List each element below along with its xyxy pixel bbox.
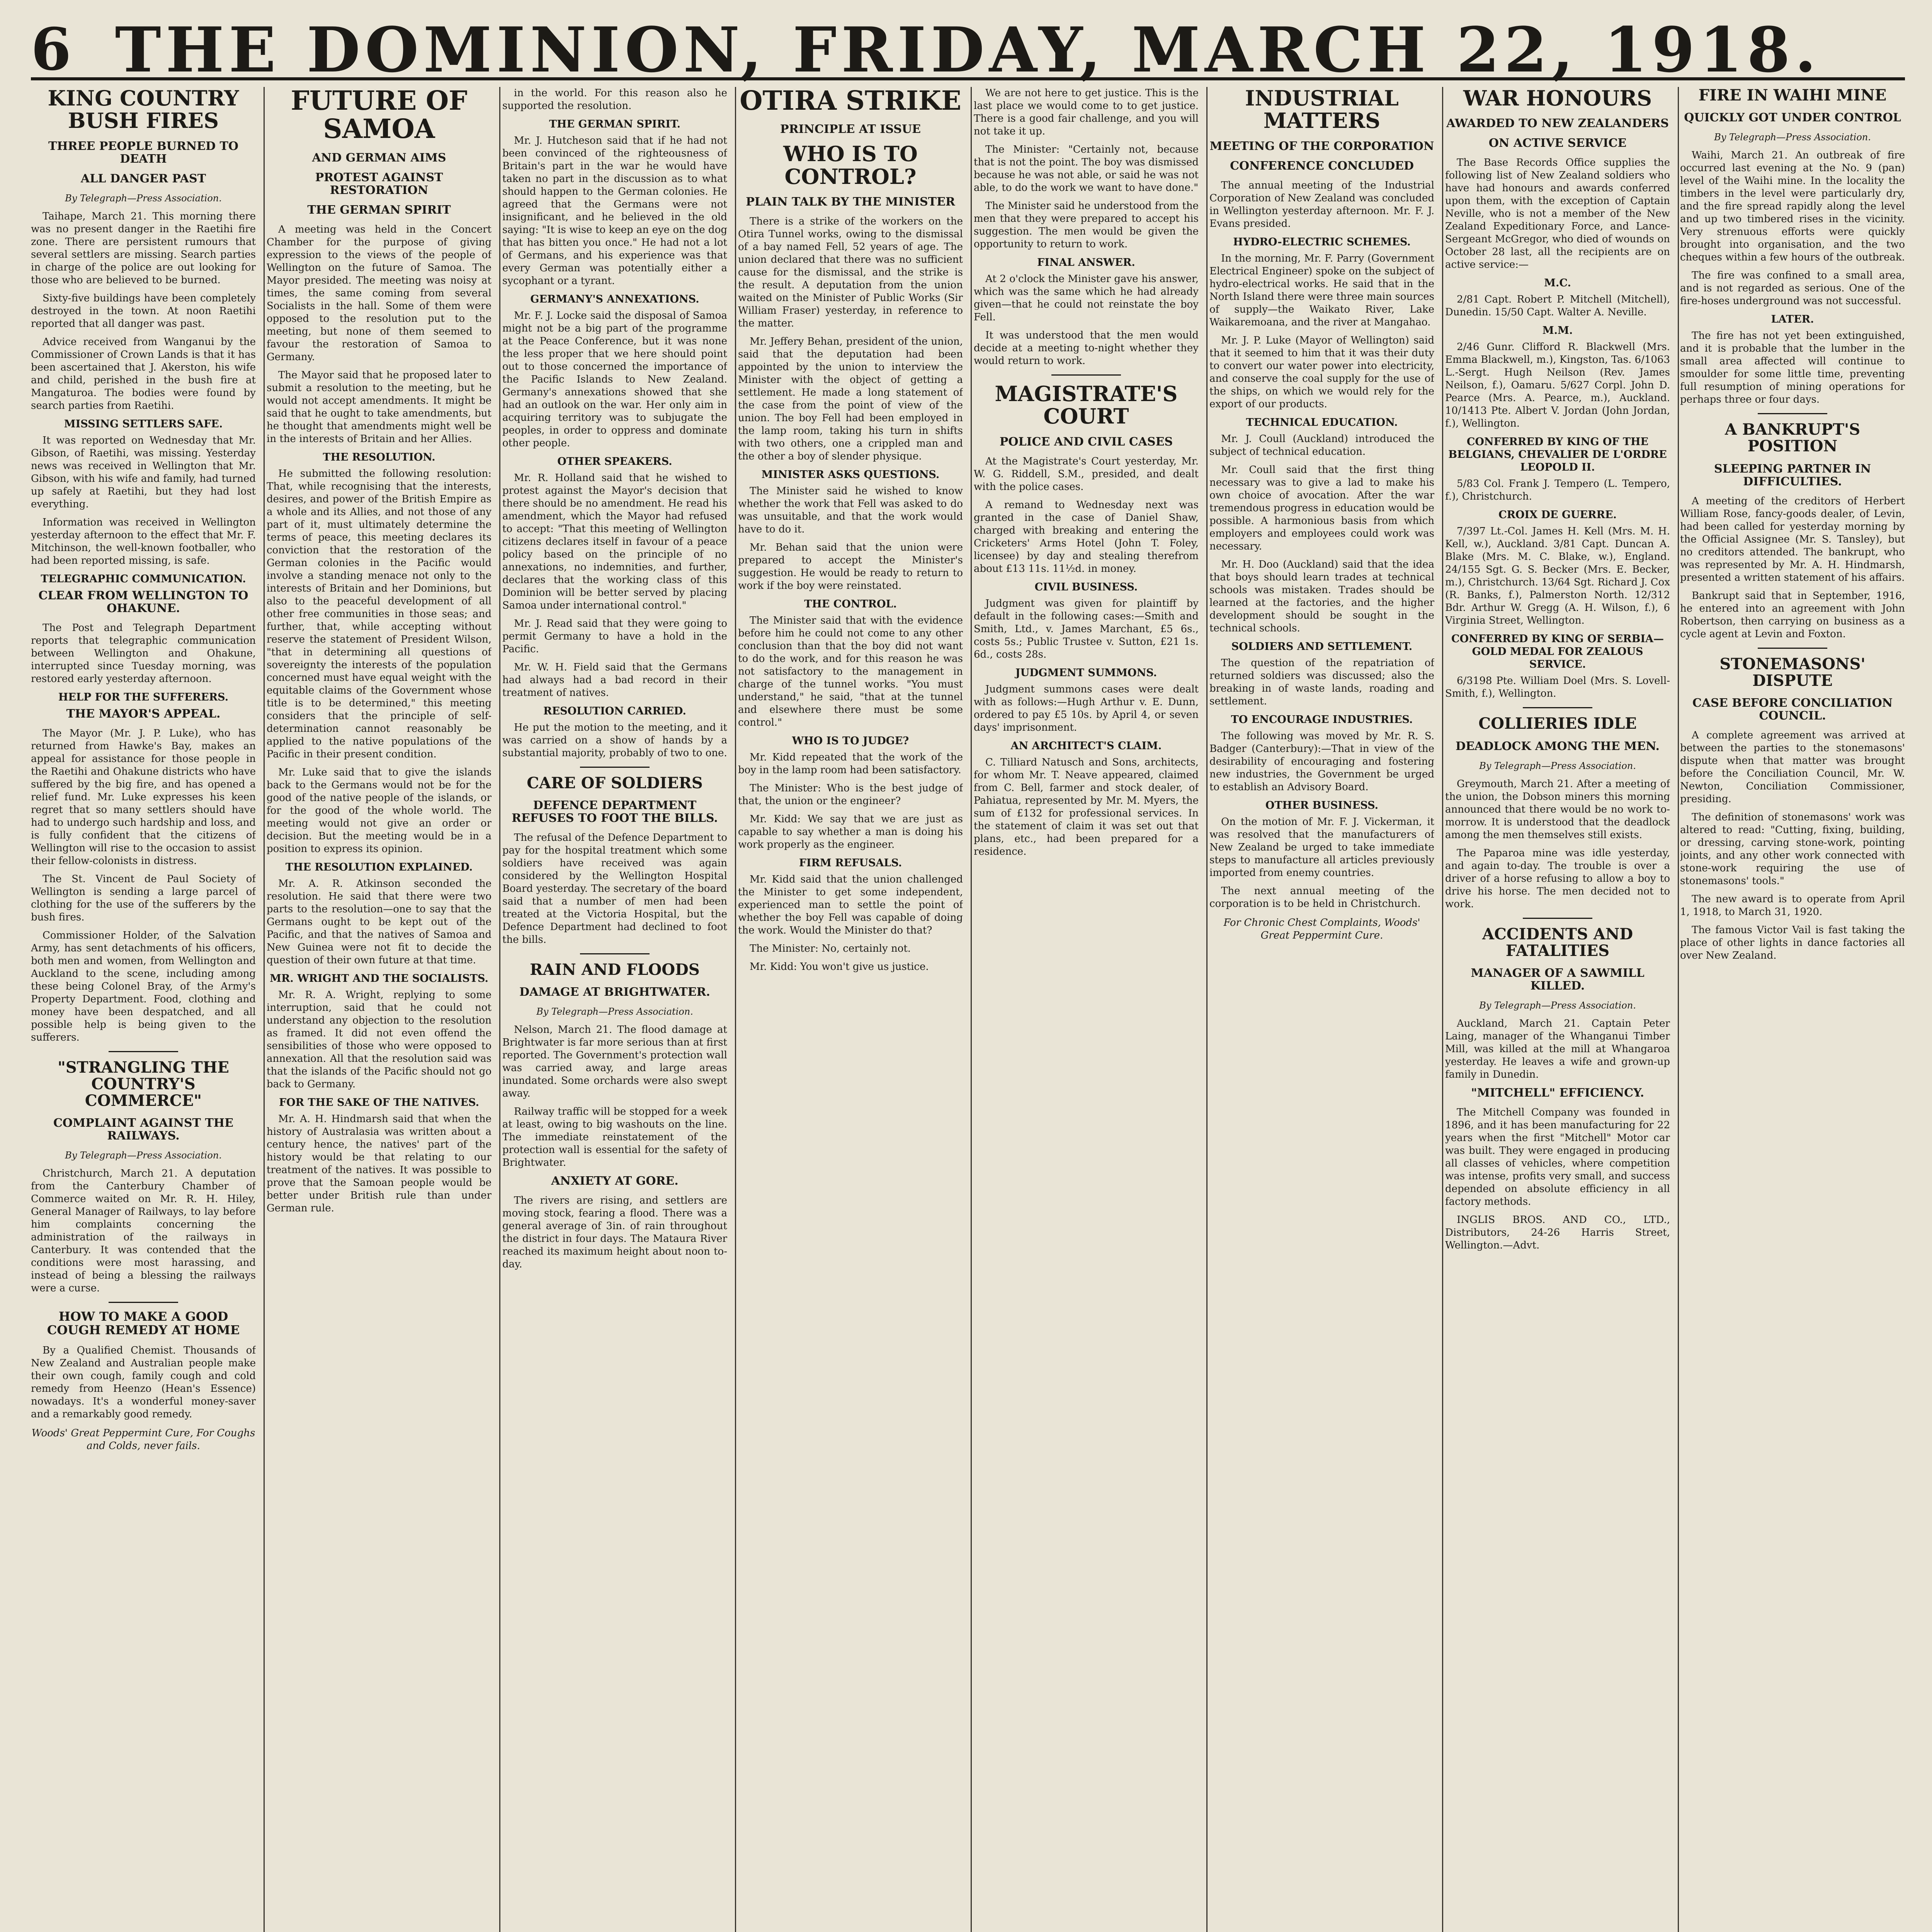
advertisement: For Chronic Chest Complaints, Woods' Great Peppermint Cure. [1223, 917, 1420, 941]
paragraph: The following was moved by Mr. R. S. Badger (Canterbury):—That in view of the desirability of encouraging and fostering new industries, the Government be urged to establish an Advisory Board. [1209, 730, 1434, 793]
column-rule [971, 87, 972, 1932]
byline: By Telegraph—Press Association. [1714, 132, 1871, 143]
subhead: POLICE AND CIVIL CASES [999, 435, 1173, 449]
headline-magistrates-court: MAGISTRATE'S COURT [995, 381, 1178, 429]
paragraph: He put the motion to the meeting, and it was carried on a show of hands by a substantial majority, probably of two to one. [502, 722, 727, 759]
section-heading: FIRM REFUSALS. [799, 857, 902, 869]
section-heading: OTHER BUSINESS. [1265, 799, 1379, 811]
subhead: CONFERENCE CONCLUDED [1230, 159, 1414, 173]
subhead: CASE BEFORE CONCILIATION COUNCIL. [1692, 696, 1893, 723]
section-heading: AN ARCHITECT'S CLAIM. [1010, 740, 1162, 752]
subhead: ANXIETY AT GORE. [551, 1174, 679, 1188]
paragraph: The question of the repatriation of returned soldiers was discussed; also the breaking in of waste lands, roading and settlement. [1209, 657, 1434, 707]
section-heading: CONFERRED BY KING OF SERBIA—GOLD MEDAL FOR ZEALOUS SERVICE. [1451, 633, 1664, 671]
paragraph: Bankrupt said that in September, 1916, he entered into an agreement with John Robertson, then carrying on business as a cycle agent at Levin and Foxton. [1680, 590, 1905, 640]
section-heading: CROIX DE GUERRE. [1498, 509, 1617, 521]
paragraph: Mr. W. H. Field said that the Germans had always had a bad record in their treatment of natives. [502, 662, 727, 699]
subhead: COMPLAINT AGAINST THE RAILWAYS. [53, 1116, 233, 1143]
headline-rain-floods: RAIN AND FLOODS [530, 961, 700, 979]
paragraph: A meeting was held in the Concert Chamber for the purpose of giving expression to the views of the people of Wellington on the future of Samoa. The Mayor presided. The meeting was noisy at times, the same coming from several Socialists in the hall. Some of them were opposed to the resolution put to the meeting, but none of them seemed to favour the restoration of Samoa to Germany. [267, 223, 492, 363]
divider [109, 1051, 178, 1052]
paragraph: Auckland, March 21. Captain Peter Laing, manager of the Whanganui Timber Mill, was killed at the mill at Whangaroa yesterday. He leaves a wife and grown-up family in Dunedin. [1445, 1017, 1670, 1080]
subhead: PRINCIPLE AT ISSUE [780, 122, 921, 136]
paragraph: The new award is to operate from April 1, 1918, to March 31, 1920. [1680, 893, 1905, 918]
paragraph: We are not here to get justice. This is the last place we would come to to get justice. There is a good fair challenge, and you will not take it up. [974, 87, 1199, 137]
section-heading: HYDRO-ELECTRIC SCHEMES. [1233, 236, 1411, 248]
paragraph: The Minister: Who is the best judge of that, the union or the engineer? [738, 782, 963, 807]
paragraph: Railway traffic will be stopped for a week at least, owing to big washouts on the line. The immediate reinstatement of the protection wall is essential for the safety of Brightwater. [502, 1106, 727, 1169]
subhead: MANAGER OF A SAWMILL KILLED. [1471, 966, 1645, 993]
headline-stonemasons: STONEMASONS' DISPUTE [1719, 655, 1866, 690]
paragraph: Taihape, March 21. This morning there was no present danger in the Raetihi fire zone. There are persistent rumours that several settlers are missing. Search parties in charge of the police are out looking for those who are believed to be burned. [31, 210, 256, 286]
subhead: PROTEST AGAINST RESTORATION [315, 170, 443, 197]
paragraph: Greymouth, March 21. After a meeting of the union, the Dobson miners this morning announced that there would be no work to-morrow. It is understood that the deadlock among the men themselves still exists. [1445, 778, 1670, 841]
paragraph: Mr. J. P. Luke (Mayor of Wellington) said that it seemed to him that it was their duty to convert our water power into electricity, and conserve the coal supply for the use of the ships, on which we would rely for the export of our products. [1209, 334, 1434, 410]
paragraph: The famous Victor Vail is fast taking the place of other lights in dance factories all over New Zealand. [1680, 924, 1905, 961]
paragraph: The Mayor (Mr. J. P. Luke), who has returned from Hawke's Bay, makes an appeal for assistance for those people in the Raetihi and Ohakune districts who have suffered by the big fire, and has opened a relief fund. Mr. Luke expresses his keen regret that so many settlers should have had to undergo such hardship and loss, and is fully confident that the citizens of Wellington will rise to the occasion to assist their fellow-colonists in distress. [31, 727, 256, 867]
section-heading: MISSING SETTLERS SAFE. [64, 418, 223, 430]
paragraph: It was reported on Wednesday that Mr. Gibson, of Raetihi, was missing. Yesterday news was received in Wellington that Mr. Gibson, with his wife and family, had turned up safely at Raetihi, but they had lost everything. [31, 434, 256, 510]
subhead: CLEAR FROM WELLINGTON TO OHAKUNE. [38, 588, 248, 615]
divider [580, 953, 650, 954]
column-war-honours [1445, 87, 1670, 1932]
paragraph: Mr. Kidd said that the union challenged the Minister to get some independent, experienced man to settle the point of whether the boy Fell was capable of doing the work. Would the Minister do that? [738, 874, 963, 937]
paragraph: The refusal of the Defence Department to pay for the hospital treatment which some soldiers have received was again considered by the Wellington Hospital Board yesterday. The secretary of the board said that a number of men had been treated at the Victoria Hospital, but the Defence Department had declined to foot the bills. [502, 832, 727, 946]
section-heading: THE CONTROL. [804, 598, 897, 611]
section-heading: M.M. [1542, 325, 1573, 337]
subhead: AWARDED TO NEW ZEALANDERS [1446, 117, 1669, 131]
paragraph: 6/3198 Pte. William Doel (Mrs. S. Lovell-Smith, f.), Wellington. [1445, 675, 1670, 700]
paragraph: The definition of stonemasons' work was altered to read: "Cutting, fixing, building, or dressing, carving stone-work, pointing joints, and any other work connected with stone-work requiring the use of stonemasons' tools." [1680, 811, 1905, 887]
section-heading: CONFERRED BY KING OF THE BELGIANS, CHEVALIER DE L'ORDRE LEOPOLD II. [1448, 436, 1667, 474]
masthead [31, 12, 1905, 86]
headline-who-control: WHO IS TO CONTROL? [783, 141, 918, 189]
subhead: SLEEPING PARTNER IN DIFFICULTIES. [1714, 462, 1871, 488]
headline-collieries-idle: COLLIERIES IDLE [1478, 714, 1637, 733]
paragraph: Judgment summons cases were dealt with as follows:—Hugh Arthur v. E. Dunn, ordered to pay £5 10s. by April 4, or seven days' imprisonment. [974, 683, 1199, 733]
column-samoa-cont [502, 87, 727, 1932]
column-rule [1206, 87, 1208, 1932]
paragraph: Mr. R. A. Wright, replying to some interruption, said that he could not understand any objection to the resolution as framed. It did not even offend the sensibilities of those who were opposed to annexation. All that the resolution said was that the islands of the Pacific should not go back to Germany. [267, 989, 492, 1090]
paragraph: INGLIS BROS. AND CO., LTD., Distributors, 24-26 Harris Street, Wellington.—Advt. [1445, 1214, 1670, 1251]
paragraph: Sixty-five buildings have been completely destroyed in the town. At noon Raetihi reported that all danger was past. [31, 292, 256, 330]
headline-railways: "STRANGLING THE COUNTRY'S COMMERCE" [57, 1058, 230, 1110]
paragraph: 2/81 Capt. Robert P. Mitchell (Mitchell), Dunedin. 15/50 Capt. Walter A. Neville. [1445, 294, 1670, 318]
paragraph: On the motion of Mr. F. J. Vickerman, it was resolved that the manufacturers of New Zealand be urged to take immediate steps to manufacture all articles previously imported from enemy countries. [1209, 816, 1434, 879]
section-heading: MR. WRIGHT AND THE SOCIALISTS. [270, 972, 488, 985]
paragraph: The St. Vincent de Paul Society of Wellington is sending a large parcel of clothing for the use of the sufferers by the bush fires. [31, 873, 256, 923]
headline-accidents: ACCIDENTS AND FATALITIES [1482, 925, 1633, 960]
paragraph: The Minister: No, certainly not. [750, 943, 911, 955]
paragraph: Mr. Kidd repeated that the work of the boy in the lamp room had been satisfactory. [738, 752, 963, 776]
column-strike-court [974, 87, 1199, 1932]
divider [1758, 648, 1827, 649]
paragraph: C. Tilliard Natusch and Sons, architects, for whom Mr. T. Neave appeared, claimed from C. Bell, farmer and stock dealer, of Pahiatua, represented by Mr. M. Myers, the sum of £132 for professional services. In the statement of claim it was set out that plans, etc., had been prepared for a residence. [974, 756, 1199, 857]
column-industrial [1209, 87, 1434, 1932]
headline-war-honours: WAR HONOURS [1463, 87, 1652, 111]
paragraph: Mr. J. Coull (Auckland) introduced the subject of technical education. [1209, 433, 1434, 457]
paragraph: The next annual meeting of the corporation is to be held in Christchurch. [1209, 885, 1434, 910]
subhead: DEFENCE DEPARTMENT REFUSES TO FOOT THE BILLS. [512, 799, 718, 825]
headline-waihi-fire: FIRE IN WAIHI MINE [1698, 87, 1887, 104]
subhead: PLAIN TALK BY THE MINISTER [746, 195, 955, 209]
section-heading: THE RESOLUTION. [323, 451, 435, 463]
section-heading: GERMANY'S ANNEXATIONS. [530, 293, 699, 305]
column-rule [1442, 87, 1443, 1932]
subhead: DAMAGE AT BRIGHTWATER. [519, 985, 710, 999]
paragraph: A meeting of the creditors of Herbert William Rose, fancy-goods dealer, of Levin, had been called for yesterday morning by the Official Assignee (Mr. S. Tansley), but no creditors attended. The bankrupt, who was represented by Mr. A. H. Hindmarsh, presented a written statement of his affairs. [1680, 495, 1905, 583]
paragraph: The Minister said he understood from the men that they were prepared to accept his suggestion. The men would be given the opportunity to return to work. [974, 200, 1199, 250]
subhead: THE GERMAN SPIRIT [307, 203, 451, 217]
advertisement: Woods' Great Peppermint Cure, For Coughs and Colds, never fails. [31, 1427, 255, 1452]
column-rule [1678, 87, 1679, 1932]
paragraph: Mr. Luke said that to give the islands back to the Germans would not be for the good of the native people of the islands, or for the good of the whole world. The meeting would not give an order or decision. But the meeting would be in a position to express its opinion. [267, 766, 492, 855]
column-otira-strike [738, 87, 963, 1932]
paragraph: In the morning, Mr. F. Parry (Government Electrical Engineer) spoke on the subject of hydro-electrical works. He said that in the North Island there were three main sources of supply—the Waikato River, Lake Waikaremoana, and the river at Mangahao. [1209, 252, 1434, 328]
paragraph: Mr. F. J. Locke said the disposal of Samoa might not be a big part of the programme at the Peace Conference, but it was none the less proper that we here should point out to those concerned the importance of the Pacific Islands to New Zealand. Germany's annexations showed that she had an outlook on the war. Her only aim in acquiring territory was to subjugate the peoples, in order to oppress and dominate other people. [502, 310, 727, 449]
headline-otira-strike: OTIRA STRIKE [740, 87, 961, 116]
paragraph: 7/397 Lt.-Col. James H. Kell (Mrs. M. H. Kell, w.), Auckland. 3/81 Capt. Duncan A. Blake (Mrs. M. C. Blake, w.), England. 24/155 Sgt. G. S. Becker (Mrs. E. Becker, m.), Christchurch. 13/64 Sgt. Richard J. Cox (R. Banks, f.), Palmerston North. 12/312 Bdr. Arthur W. Gregg (A. H. Wilson, f.), 6 Virginia Street, Wellington. [1445, 526, 1670, 627]
paragraph: The annual meeting of the Industrial Corporation of New Zealand was concluded in Wellington yesterday afternoon. Mr. F. J. Evans presided. [1209, 179, 1434, 230]
paragraph: It was understood that the men would decide at a meeting to-night whether they would return to work. [974, 330, 1199, 367]
section-heading: THE GERMAN SPIRIT. [549, 118, 681, 130]
section-heading: OTHER SPEAKERS. [557, 456, 672, 468]
page-number: 6 [31, 15, 71, 83]
subhead: DEADLOCK AMONG THE MEN. [1456, 739, 1660, 753]
section-heading: TECHNICAL EDUCATION. [1246, 416, 1398, 429]
section-heading: RESOLUTION CARRIED. [543, 705, 686, 717]
section-heading: FOR THE SAKE OF THE NATIVES. [279, 1096, 479, 1109]
section-heading: TELEGRAPHIC COMMUNICATION. [41, 573, 246, 585]
paragraph: Mr. Jeffery Behan, president of the union, said that the deputation had been appointed by the union to interview the Minister with the object of getting a settlement. He made a long statement of the case from the point of view of the union. The boy Fell had been employed in the lamp room, taking his turn in shifts with two others, one a crippled man and the other a boy of slender physique. [738, 336, 963, 463]
paragraph: The Mayor said that he proposed later to submit a resolution to the meeting, but he would not accept amendments. It might be said that he ought to take amendments, but he thought that amendments might well be in the interests of Britain and her Allies. [267, 369, 492, 445]
section-heading: WHO IS TO JUDGE? [792, 735, 909, 747]
paragraph: The Paparoa mine was idle yesterday, and again to-day. The trouble is over a driver of a horse refusing to allow a boy to drive his horse. The men decided not to work. [1445, 847, 1670, 910]
byline: By Telegraph—Press Association. [65, 192, 222, 204]
column-samoa [267, 87, 492, 1932]
subhead: ALL DANGER PAST [80, 172, 206, 185]
divider [580, 767, 650, 768]
paragraph: Christchurch, March 21. A deputation from the Canterbury Chamber of Commerce waited on Mr. R. H. Hiley, General Manager of Railways, to lay before him complaints concerning the administration of the railways in Canterbury. It was contended that the conditions were most harassing, and instead of being a blessing the railways were a curse. [31, 1168, 256, 1294]
divider [1523, 918, 1592, 919]
byline: By Telegraph—Press Association. [1479, 1000, 1636, 1011]
subhead: QUICKLY GOT UNDER CONTROL [1684, 111, 1901, 125]
paragraph: Mr. H. Doo (Auckland) said that the idea that boys should learn trades at technical schools was mistaken. Trades should be learned at the factories, and the higher development should be sought in the technical schools. [1209, 558, 1434, 634]
section-heading: HELP FOR THE SUFFERERS. [58, 691, 229, 703]
headline-industrial-matters: INDUSTRIAL MATTERS [1245, 87, 1399, 133]
byline: By Telegraph—Press Association. [1479, 760, 1636, 771]
divider [1051, 374, 1121, 376]
paragraph: Waihi, March 21. An outbreak of fire occurred last evening at the No. 9 (pan) level of the Waihi mine. In the locality the timbers in the level were particularly dry, and the fire spread rapidly along the level and up two timbered rises in the vicinity. Very strenuous efforts were quickly brought into organisation, and the two cheques within a few hours of the outbreak. [1680, 150, 1905, 264]
paragraph: Commissioner Holder, of the Salvation Army, has sent detachments of his officers, both men and women, from Wellington and Auckland to the scene, including among these being Colonel Bray, of the Army's Property Department. Food, clothing and money have been despatched, and all possible help is being given to the sufferers. [31, 929, 256, 1043]
subhead: MEETING OF THE CORPORATION [1209, 139, 1434, 153]
paragraph: At 2 o'clock the Minister gave his answer, which was the same which he had already given—that he could not reinstate the boy Fell. [974, 273, 1199, 323]
paragraph: At the Magistrate's Court yesterday, Mr. W. G. Riddell, S.M., presided, and dealt with the police cases. [974, 455, 1199, 493]
column-bush-fires [31, 87, 256, 1932]
headline-care-of-soldiers: CARE OF SOLDIERS [527, 774, 703, 792]
paragraph: Judgment was given for plaintiff by default in the following cases:—Smith and Smith, Ltd., v. James Marchant, £5 6s., costs 5s.; Public Trustee v. Sutton, £21 1s. 6d., costs 28s. [974, 597, 1199, 660]
divider [109, 1302, 178, 1303]
paragraph: The fire has not yet been extinguished, and it is probable that the lumber in the small area affected will continue to smoulder for some little time, preventing full resumption of mining operations for perhaps three or four days. [1680, 330, 1905, 406]
paragraph: 2/46 Gunr. Clifford R. Blackwell (Mrs. Emma Blackwell, m.), Kingston, Tas. 6/1063 L.-Sergt. Hugh Neilson (Rev. James Neilson, f.), Oamaru. 5/627 Corpl. John D. Pearce (Mrs. A. Pearce, m.), Auckland. 10/1413 Pte. Albert V. Jordan (John Jordan, f.), Wellington. [1445, 341, 1670, 430]
paragraph: Nelson, March 21. The flood damage at Brightwater is far more serious than at first reported. The Government's protection wall was carried away, and large areas inundated. Some orchards were also swept away. [502, 1024, 727, 1100]
paragraph: Mr. J. Hutcheson said that if he had not been convinced of the righteousness of Britain's part in the war he would have taken no part in the discussion as to what should happen to the German colonies. He agreed that the Germans were not insignificant, and he believed in the old saying: "It is wise to keep an eye on the dog that has bitten you once." He had not a lot of Germans, and his experience was that every German was potentially either a sycophant or a tyrant. [502, 135, 727, 287]
paragraph: Mr. R. Holland said that he wished to protest against the Mayor's decision that there should be no amendment. He read his amendment, which the Mayor had refused to accept: "That this meeting of Wellington citizens declares itself in favour of a peace policy based on the principle of no annexations, no indemnities, and further, declares that the working class of this Dominion will be better served by placing Samoa under international control." [502, 472, 727, 611]
paragraph: 5/83 Col. Frank J. Tempero (L. Tempero, f.), Christchurch. [1445, 478, 1670, 503]
column-rule [735, 87, 736, 1932]
subhead: THREE PEOPLE BURNED TO DEATH [48, 139, 238, 166]
paragraph: in the world. For this reason also he supported the resolution. [502, 87, 727, 112]
subhead: THE MAYOR'S APPEAL. [66, 707, 221, 721]
subhead: "MITCHELL" EFFICIENCY. [1471, 1086, 1645, 1100]
byline: By Telegraph—Press Association. [65, 1150, 222, 1161]
byline: By Telegraph—Press Association. [536, 1006, 693, 1017]
section-heading: JUDGMENT SUMMONS. [1015, 667, 1157, 679]
paragraph: The Minister said he wished to know whether the work that Fell was asked to do was unsuitable, and that the work would have to do it. [738, 485, 963, 536]
paragraph: Mr. J. Read said that they were going to permit Germany to have a hold in the Pacific. [502, 618, 727, 655]
paragraph: Information was received in Wellington yesterday afternoon to the effect that Mr. F. Mitchinson, the well-known footballer, who had been reported missing, is safe. [31, 516, 256, 566]
paragraph: The fire was confined to a small area, and is not regarded as serious. One of the fire-hoses underground was not successful. [1680, 270, 1905, 307]
paragraph: Mr. Coull said that the first thing necessary was to give a lad to make his own choice of avocation. After the war tremendous progress in education would be possible. A harmonious basis from which employers and employees could work was necessary. [1209, 464, 1434, 552]
section-heading: TO ENCOURAGE INDUSTRIES. [1231, 713, 1413, 726]
subhead: AND GERMAN AIMS [312, 151, 446, 165]
paragraph: Mr. Kidd: We say that we are just as capable to say whether a man is doing his work properly as the engineer. [738, 813, 963, 851]
column-rule [499, 87, 500, 1932]
paragraph: The Base Records Office supplies the following list of New Zealand soldiers who have had honours and awards conferred upon them, with the exception of Captain Neville, who is not a member of the New Zealand Expeditionary Force, and Lance-Sergeant McGregor, who died of wounds on October 28 last, all the recipients are on active service:— [1445, 157, 1670, 271]
paragraph: A complete agreement was arrived at between the parties to the stonemasons' dispute when that matter was brought before the Conciliation Council, Mr. W. Newton, Conciliation Commissioner, presiding. [1680, 729, 1905, 805]
masthead-title: THE DOMINION, FRIDAY, MARCH 22, 1918. [115, 14, 1821, 86]
paragraph: He submitted the following resolution: That, while recognising that the interests, desires, and power of the British Empire as a whole and its Allies, and not those of any part of it, must ultimately determine the terms of peace, this meeting declares its conviction that the restoration of the German colonies in the Pacific would involve a standing menace not only to the interests of Britain and her Dominions, but also to the peaceful development of all other free communities in those seas; and further, that, while accepting without reserve the statement of President Wilson, "that in determining all questions of sovereignty the interests of the population concerned must have equal weight with the equitable claims of the Government whose title is to be determined," this meeting considers that the principle of self-determination cannot reasonably be applied to the native populations of the Pacific in their present condition. [267, 468, 492, 760]
paragraph: A remand to Wednesday next was granted in the case of Daniel Shaw, charged with breaking and entering the Cricketers' Arms Hotel (John T. Foley, licensee) by day and stealing therefrom about £13 11s. 11½d. in money. [974, 499, 1199, 575]
divider [1523, 707, 1592, 708]
headline-samoa: FUTURE OF SAMOA [291, 87, 468, 145]
section-heading: MINISTER ASKS QUESTIONS. [761, 469, 940, 481]
paragraph: Mr. Kidd: You won't give us justice. [750, 961, 929, 973]
divider [1758, 413, 1827, 414]
paragraph: By a Qualified Chemist. Thousands of New Zealand and Australian people make their own cough, family cough and cold remedy from Heenzo (Hean's Essence) nowadays. It's a wonderful money-saver and a remarkably good remedy. [31, 1345, 256, 1420]
section-heading: CIVIL BUSINESS. [1034, 581, 1138, 593]
section-heading: FINAL ANSWER. [1037, 257, 1135, 269]
section-heading: LATER. [1771, 313, 1814, 326]
paragraph: The Mitchell Company was founded in 1896, and it has been manufacturing for 22 years when the first "Mitchell" Motor car was built. They were engaged in producing all classes of vehicles, where competition was intense, profits very small, and success depended on absolute efficiency in all factory methods. [1445, 1106, 1670, 1208]
subhead: ON ACTIVE SERVICE [1488, 136, 1627, 150]
column-rule [264, 87, 265, 1932]
headline-cough-remedy: HOW TO MAKE A GOOD COUGH REMEDY AT HOME [47, 1309, 240, 1337]
paragraph: Mr. A. R. Atkinson seconded the resolution. He said that there were two parts to the resolution—one to say that the Germans ought to be kept out of the Pacific, and that the natives of Samoa and New Guinea were not fit to decide the question of their own future at that time. [267, 878, 492, 966]
paragraph: Mr. Behan said that the union were prepared to accept the Minister's suggestion. He would be ready to return to work if the boy were reinstated. [738, 542, 963, 592]
section-heading: M.C. [1544, 277, 1571, 289]
paragraph: Mr. A. H. Hindmarsh said that when the history of Australasia was written about a century hence, the natives' part of the history would be that relating to our treatment of the natives. It was possible to prove that the Samoan people would be better under British rule than under German rule. [267, 1113, 492, 1214]
headline-bush-fires: KING COUNTRY BUSH FIRES [48, 87, 239, 133]
headline-bankrupt: A BANKRUPT'S POSITION [1725, 420, 1861, 456]
columns [31, 87, 1905, 1932]
paragraph: The Minister: "Certainly not, because that is not the point. The boy was dismissed because he was not able, or said he was not able, to do the work we want to have done." [974, 144, 1199, 194]
paragraph: Advice received from Wanganui by the Commissioner of Crown Lands is that it has been ascertained that J. Akerston, his wife and child, perished in the bush fire at Mangaturoa. The bodies were found by search parties from Raetihi. [31, 336, 256, 412]
paragraph: The rivers are rising, and settlers are moving stock, fearing a flood. There was a general average of 3in. of rain throughout the district in four days. The Mataura River reached its maximum height about noon to-day. [502, 1195, 727, 1270]
section-heading: THE RESOLUTION EXPLAINED. [285, 861, 473, 873]
section-heading: SOLDIERS AND SETTLEMENT. [1231, 640, 1413, 653]
paragraph: There is a strike of the workers on the Otira Tunnel works, owing to the dismissal of a bay named Fell, 52 years of age. The union declared that there was no sufficient cause for the dismissal, and the strike is the result. A deputation from the union waited on the Minister of Public Works (Sir William Fraser) yesterday, in reference to the matter. [738, 216, 963, 330]
column-waihi-mine [1680, 87, 1905, 1932]
paragraph: The Post and Telegraph Department reports that telegraphic communication between Wellington and Ohakune, interrupted since Tuesday morning, was restored early yesterday afternoon. [31, 622, 256, 685]
paragraph: The Minister said that with the evidence before him he could not come to any other conclusion than that the boy did not want to do the work, and for this reason he was not satisfactory to the management in charge of the tunnel works. "You must understand," he said, "that at the tunnel and elsewhere there must be some control." [738, 615, 963, 729]
